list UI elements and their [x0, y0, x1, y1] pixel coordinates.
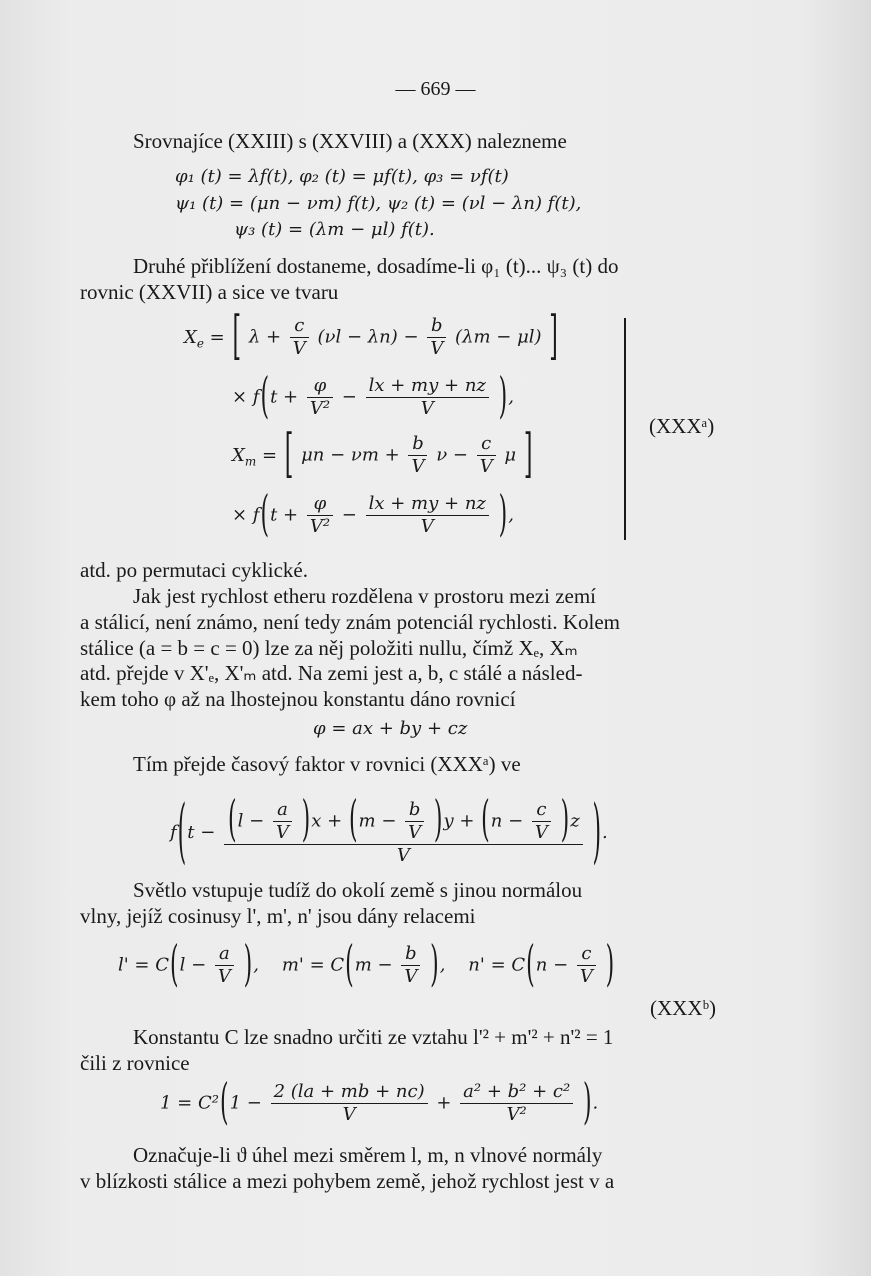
paragraph-line: vlny, jejíž cosinusy l', m', n' jsou dány relacemi — [80, 904, 476, 928]
equation-psi-1: ψ₁ (t) = (μn − νm) f(t), ψ₂ (t) = (νl − λn) f(t), — [175, 193, 582, 214]
paragraph-line: a stálicí, není známo, není tedy znám potenciál rychlosti. Kolem — [80, 610, 621, 634]
equation-tag-xxxb: (XXXᵇ) — [650, 996, 716, 1020]
paragraph-line: Srovnajíce (XXIII) s (XXVIII) a (XXX) nalezneme — [133, 129, 567, 153]
equation-xm-factor: × f(t + $\frac{\varphi}{\text{V²}}$ − $\frac{lx + my + nz}{V}$ ), — [232, 488, 514, 543]
equation-group-brace — [624, 318, 626, 540]
equation-c: 1 = C²(1 − $\frac{2 (la + mb + nc)}{V}$ + $\frac{\text{a² + b² + c²}}{\text{V²}}$ ). — [160, 1076, 599, 1131]
paragraph-line: Druhé přiblížení dostaneme, dosadíme-li φ₁ (t)... ψ₃ (t) do — [133, 254, 619, 278]
equation-xe: $X_e$ = [ λ + $\frac{c}{V}$ (νl − λn) − $\frac{b}{V}$ (λm − μl) ] — [184, 307, 558, 368]
paragraph-line: rovnic (XXVII) a sice ve tvaru — [80, 280, 339, 304]
equation-xe-factor: × f(t + $\frac{\varphi}{\text{V²}}$ − $\frac{lx + my + nz}{V}$ ), — [232, 370, 514, 425]
paragraph-line: Konstantu C lze snadno určiti ze vztahu l'² + m'² + n'² = 1 — [133, 1025, 614, 1049]
paragraph-line: Jak jest rychlost etheru rozdělena v prostoru mezi zemí — [133, 584, 597, 608]
paragraph-line: Označuje-li ϑ úhel mezi směrem l, m, n vlnové normály — [133, 1143, 603, 1167]
paragraph-line: Tím přejde časový faktor v rovnici (XXXᵃ) ve — [133, 752, 521, 776]
equation-xm: $X_m$ = [ μn − νm + $\frac{b}{V}$ ν − $\frac{c}{V}$ μ ] — [232, 425, 533, 486]
paragraph-line: atd. přejde v X'ₑ, X'ₘ atd. Na zemi jest a, b, c stálé a násled- — [80, 661, 583, 685]
equation-phi-potential: φ = ax + by + cz — [313, 718, 468, 739]
paragraph-line: v blízkosti stálice a mezi pohybem země, jehož rychlost jest v a — [80, 1169, 615, 1193]
paragraph-line: kem toho φ až na lhostejnou konstantu dáno rovnicí — [80, 687, 516, 711]
equation-psi-2: ψ₃ (t) = (λm − μl) f(t). — [234, 219, 435, 240]
paragraph-line: atd. po permutaci cyklické. — [80, 558, 308, 582]
paragraph-line: čili z rovnice — [80, 1051, 190, 1075]
paragraph-line: stálice (a = b = c = 0) lze za něj položiti nullu, čímž Xₑ, Xₘ — [80, 636, 578, 660]
equation-phi: φ₁ (t) = λf(t), φ₂ (t) = μf(t), φ₃ = νf(t) — [175, 166, 509, 187]
equation-time-factor: f(t − (l − $\frac{a}{V}$ )x + (m − $\frac{b}{V}$ )y + (n − $\frac{c}{V}$ )z V ). — [170, 792, 608, 873]
equation-relations: l' = C(l − $\frac{a}{V}$ ), m' = C(m − $\frac{b}{V}$ ), n' = C(n − $\frac{c}{V}$ ) — [118, 938, 615, 993]
equation-tag-xxxa: (XXXᵃ) — [649, 414, 715, 438]
paragraph-line: Světlo vstupuje tudíž do okolí země s jinou normálou — [133, 878, 583, 902]
page-number: — 669 — — [395, 78, 476, 100]
